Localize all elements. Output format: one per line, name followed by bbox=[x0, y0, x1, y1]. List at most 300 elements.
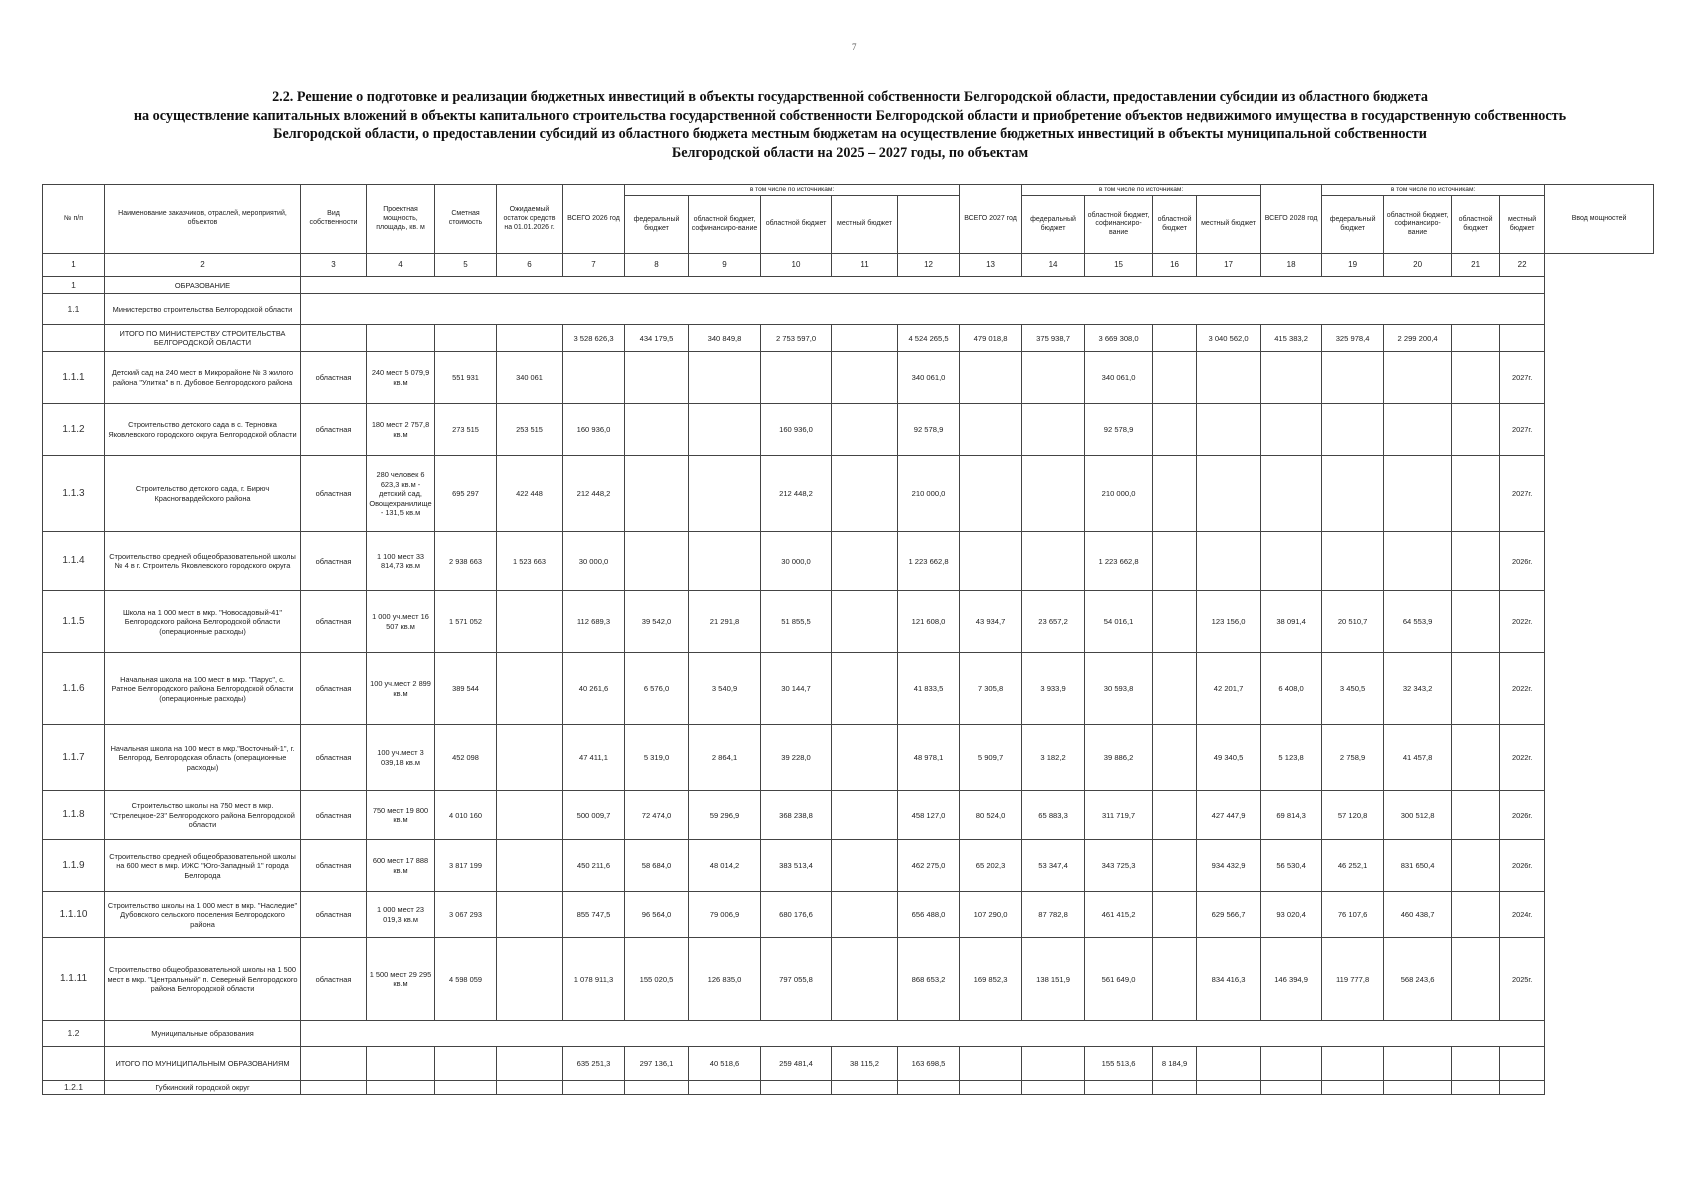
table-cell: 868 653,2 bbox=[898, 938, 960, 1021]
table-cell bbox=[1153, 591, 1197, 653]
row-number: 1.1.8 bbox=[43, 791, 105, 840]
table-cell: 280 человек 6 623,3 кв.м - детский сад, Овощехранилище - 131,5 кв.м bbox=[367, 456, 435, 532]
table-cell: 452 098 bbox=[435, 725, 497, 791]
header-local-2027: местный бюджет bbox=[1197, 196, 1261, 254]
table-cell: 855 747,5 bbox=[563, 892, 625, 938]
table-cell: 240 мест 5 079,9 кв.м bbox=[367, 352, 435, 404]
table-cell: 325 978,4 bbox=[1322, 325, 1384, 352]
row-number: 1.1.5 bbox=[43, 591, 105, 653]
table-cell bbox=[1022, 456, 1085, 532]
header-federal-2027: федеральный бюджет bbox=[1022, 196, 1085, 254]
column-number: 8 bbox=[625, 254, 689, 277]
table-cell: 79 006,9 bbox=[689, 892, 761, 938]
table-cell bbox=[960, 352, 1022, 404]
table-cell: 551 931 bbox=[435, 352, 497, 404]
table-cell bbox=[1384, 404, 1452, 456]
table-cell bbox=[1384, 352, 1452, 404]
table-cell: 311 719,7 bbox=[1085, 791, 1153, 840]
table-cell: 30 144,7 bbox=[761, 653, 832, 725]
column-number-row bbox=[43, 254, 1654, 277]
column-number: 17 bbox=[1197, 254, 1261, 277]
table-cell: 54 016,1 bbox=[1085, 591, 1153, 653]
table-body bbox=[43, 277, 1654, 1095]
table-cell bbox=[1452, 938, 1500, 1021]
table-cell bbox=[1452, 653, 1500, 725]
table-cell: 3 528 626,3 bbox=[563, 325, 625, 352]
section-row bbox=[43, 1021, 1654, 1047]
table-cell: 2 938 663 bbox=[435, 532, 497, 591]
title-line: 2.2. Решение о подготовке и реализации бюджетных инвестиций в объекты государственной собственности Белгородской области, предоставлении субсидии из областного бюджета bbox=[272, 89, 1428, 105]
table-cell: 253 515 bbox=[497, 404, 563, 456]
table-cell bbox=[497, 591, 563, 653]
table-cell: 434 179,5 bbox=[625, 325, 689, 352]
table-cell: 2022г. bbox=[1500, 653, 1545, 725]
table-cell: 112 689,3 bbox=[563, 591, 625, 653]
table-cell: 1 223 662,8 bbox=[1085, 532, 1153, 591]
table-cell bbox=[960, 456, 1022, 532]
table-cell: 458 127,0 bbox=[898, 791, 960, 840]
table-cell bbox=[832, 892, 898, 938]
table-cell bbox=[1085, 1081, 1153, 1095]
header-total-2027: ВСЕГО 2027 год bbox=[960, 185, 1022, 254]
table-cell: 3 817 199 bbox=[435, 840, 497, 892]
table-row bbox=[43, 404, 1654, 456]
header-no: № п/п bbox=[43, 185, 105, 254]
title-line: Белгородской области, о предоставлении субсидий из областного бюджета местным бюджетам на осуществление бюджетных инвестиций в объекты муниципальной собственности bbox=[273, 126, 1427, 142]
row-number: 1.1.10 bbox=[43, 892, 105, 938]
table-cell: 100 уч.мест 3 039,18 кв.м bbox=[367, 725, 435, 791]
table-cell: 38 091,4 bbox=[1261, 591, 1322, 653]
table-cell bbox=[497, 791, 563, 840]
table-cell bbox=[1452, 892, 1500, 938]
table-cell bbox=[1452, 840, 1500, 892]
table-cell: 2 864,1 bbox=[689, 725, 761, 791]
table-cell: 340 849,8 bbox=[689, 325, 761, 352]
table-row bbox=[43, 456, 1654, 532]
table-cell: областная bbox=[301, 791, 367, 840]
table-cell bbox=[497, 653, 563, 725]
table-cell bbox=[497, 840, 563, 892]
column-number: 10 bbox=[761, 254, 832, 277]
header-cost: Сметная стоимость bbox=[435, 185, 497, 254]
table-cell: 1 000 уч.мест 16 507 кв.м bbox=[367, 591, 435, 653]
table-cell: 340 061 bbox=[497, 352, 563, 404]
table-cell: 41 833,5 bbox=[898, 653, 960, 725]
table-cell: 1 100 мест 33 814,73 кв.м bbox=[367, 532, 435, 591]
table-cell: 834 416,3 bbox=[1197, 938, 1261, 1021]
budget-table bbox=[42, 184, 1654, 1095]
table-cell bbox=[898, 1081, 960, 1095]
table-cell: 51 855,5 bbox=[761, 591, 832, 653]
table-cell bbox=[1261, 532, 1322, 591]
table-cell: 7 305,8 bbox=[960, 653, 1022, 725]
table-cell: 65 883,3 bbox=[1022, 791, 1085, 840]
section-row bbox=[43, 277, 1654, 294]
table-cell: 30 593,8 bbox=[1085, 653, 1153, 725]
table-cell: 4 598 059 bbox=[435, 938, 497, 1021]
header-sources-2027: в том числе по источникам: bbox=[1022, 185, 1261, 196]
table-cell bbox=[960, 1081, 1022, 1095]
table-cell: 93 020,4 bbox=[1261, 892, 1322, 938]
table-cell: областная bbox=[301, 840, 367, 892]
table-row bbox=[43, 591, 1654, 653]
row-number: 1 bbox=[43, 277, 105, 294]
table-cell bbox=[1197, 456, 1261, 532]
table-cell: 48 014,2 bbox=[689, 840, 761, 892]
table-cell: 797 055,8 bbox=[761, 938, 832, 1021]
table-cell bbox=[1322, 456, 1384, 532]
table-cell bbox=[301, 1081, 367, 1095]
table-cell: 163 698,5 bbox=[898, 1047, 960, 1081]
table-cell: 42 201,7 bbox=[1197, 653, 1261, 725]
column-number: 13 bbox=[960, 254, 1022, 277]
table-cell: 138 151,9 bbox=[1022, 938, 1085, 1021]
table-cell: 107 290,0 bbox=[960, 892, 1022, 938]
table-cell bbox=[1153, 938, 1197, 1021]
row-number bbox=[43, 1047, 105, 1081]
object-name: Детский сад на 240 мест в Микрорайоне № 3 жилого района "Улитка" в п. Дубовое Белгородского района bbox=[105, 352, 301, 404]
table-cell bbox=[761, 352, 832, 404]
table-cell: областная bbox=[301, 456, 367, 532]
column-number: 9 bbox=[689, 254, 761, 277]
table-cell: 210 000,0 bbox=[1085, 456, 1153, 532]
table-cell: 2027г. bbox=[1500, 456, 1545, 532]
object-name: Начальная школа на 100 мест в мкр. "Парус", с. Ратное Белгородского района Белгородской области (операционные расходы) bbox=[105, 653, 301, 725]
object-name: Строительство школы на 1 000 мест в мкр. "Наследие" Дубовского сельского поселения Белгородского района bbox=[105, 892, 301, 938]
table-cell bbox=[1452, 1047, 1500, 1081]
title-line: Белгородской области на 2025 – 2027 годы, по объектам bbox=[671, 144, 1029, 161]
table-cell bbox=[301, 325, 367, 352]
table-row bbox=[43, 725, 1654, 791]
total-row bbox=[43, 1047, 1654, 1081]
table-cell: 2 758,9 bbox=[1322, 725, 1384, 791]
table-cell bbox=[1384, 1081, 1452, 1095]
table-cell bbox=[832, 456, 898, 532]
table-cell: 500 009,7 bbox=[563, 791, 625, 840]
table-cell: 2022г. bbox=[1500, 725, 1545, 791]
table-cell: 3 450,5 bbox=[1322, 653, 1384, 725]
table-cell bbox=[1153, 404, 1197, 456]
table-cell: 2 753 597,0 bbox=[761, 325, 832, 352]
table-cell: 422 448 bbox=[497, 456, 563, 532]
table-cell bbox=[1153, 456, 1197, 532]
table-cell bbox=[497, 938, 563, 1021]
table-row bbox=[43, 352, 1654, 404]
table-cell bbox=[497, 1081, 563, 1095]
table-cell: 58 684,0 bbox=[625, 840, 689, 892]
section-filler bbox=[301, 1021, 1545, 1047]
table-cell bbox=[367, 1081, 435, 1095]
section-row bbox=[43, 1081, 1654, 1095]
row-number: 1.1.3 bbox=[43, 456, 105, 532]
page-number: 7 bbox=[852, 42, 857, 52]
table-cell: 3 933,9 bbox=[1022, 653, 1085, 725]
row-number: 1.1 bbox=[43, 294, 105, 325]
table-cell: 368 238,8 bbox=[761, 791, 832, 840]
table-cell: областная bbox=[301, 892, 367, 938]
table-cell: 2027г. bbox=[1500, 352, 1545, 404]
table-cell bbox=[1261, 1047, 1322, 1081]
table-cell bbox=[689, 352, 761, 404]
table-cell: 831 650,4 bbox=[1384, 840, 1452, 892]
table-cell: 6 408,0 bbox=[1261, 653, 1322, 725]
header-remaining: Ожидаемый остаток средств на 01.01.2026 г. bbox=[497, 185, 563, 254]
column-number: 11 bbox=[832, 254, 898, 277]
header-regional-cofin-2027: областной бюджет, софинансиро-вание bbox=[1085, 196, 1153, 254]
row-number: 1.1.1 bbox=[43, 352, 105, 404]
header-regional-2026: областной бюджет bbox=[761, 196, 832, 254]
header-total-2028: ВСЕГО 2028 год bbox=[1261, 185, 1322, 254]
table-cell bbox=[367, 325, 435, 352]
table-cell bbox=[497, 892, 563, 938]
table-cell: 460 438,7 bbox=[1384, 892, 1452, 938]
header-local-2028: местный бюджет bbox=[1500, 196, 1545, 254]
table-cell: 3 182,2 bbox=[1022, 725, 1085, 791]
table-cell: 155 020,5 bbox=[625, 938, 689, 1021]
table-cell: областная bbox=[301, 725, 367, 791]
table-cell bbox=[435, 1081, 497, 1095]
table-cell: 389 544 bbox=[435, 653, 497, 725]
table-cell: областная bbox=[301, 653, 367, 725]
table-cell bbox=[1384, 456, 1452, 532]
table-cell: 72 474,0 bbox=[625, 791, 689, 840]
table-cell: 40 261,6 bbox=[563, 653, 625, 725]
section-row bbox=[43, 294, 1654, 325]
subsection-title: Губкинский городской округ bbox=[105, 1081, 301, 1095]
table-cell: 48 978,1 bbox=[898, 725, 960, 791]
table-cell bbox=[563, 352, 625, 404]
table-cell bbox=[1322, 404, 1384, 456]
table-cell: 479 018,8 bbox=[960, 325, 1022, 352]
table-cell: 155 513,6 bbox=[1085, 1047, 1153, 1081]
table-cell: 30 000,0 bbox=[761, 532, 832, 591]
header-commissioning: Ввод мощностей bbox=[1545, 185, 1654, 254]
row-number: 1.1.6 bbox=[43, 653, 105, 725]
table-cell bbox=[1022, 404, 1085, 456]
table-cell bbox=[625, 532, 689, 591]
total-title: ИТОГО ПО МИНИСТЕРСТВУ СТРОИТЕЛЬСТВА БЕЛГОРОДСКОЙ ОБЛАСТИ bbox=[105, 325, 301, 352]
section-title: ОБРАЗОВАНИЕ bbox=[105, 277, 301, 294]
table-cell: 56 530,4 bbox=[1261, 840, 1322, 892]
column-number: 20 bbox=[1384, 254, 1452, 277]
column-number: 6 bbox=[497, 254, 563, 277]
header-regional-cofin-2028: областной бюджет, софинансиро-вание bbox=[1384, 196, 1452, 254]
table-cell bbox=[832, 840, 898, 892]
table-cell: 259 481,4 bbox=[761, 1047, 832, 1081]
table-cell: 695 297 bbox=[435, 456, 497, 532]
table-cell bbox=[625, 404, 689, 456]
table-cell bbox=[1153, 791, 1197, 840]
table-cell: 30 000,0 bbox=[563, 532, 625, 591]
row-number: 1.1.9 bbox=[43, 840, 105, 892]
column-number: 7 bbox=[563, 254, 625, 277]
table-cell bbox=[960, 532, 1022, 591]
table-cell bbox=[1197, 532, 1261, 591]
table-cell bbox=[1197, 1047, 1261, 1081]
column-number: 19 bbox=[1322, 254, 1384, 277]
table-cell: областная bbox=[301, 532, 367, 591]
table-cell: 23 657,2 bbox=[1022, 591, 1085, 653]
total-row bbox=[43, 325, 1654, 352]
table-cell bbox=[1022, 1081, 1085, 1095]
table-cell bbox=[689, 1081, 761, 1095]
table-cell: 2022г. bbox=[1500, 591, 1545, 653]
table-cell: 427 447,9 bbox=[1197, 791, 1261, 840]
table-cell bbox=[1322, 1047, 1384, 1081]
table-cell bbox=[1153, 325, 1197, 352]
table-cell: областная bbox=[301, 404, 367, 456]
object-name: Строительство общеобразовательной школы на 1 500 мест в мкр. "Центральный" п. Северный Белгородского района Белгородской области bbox=[105, 938, 301, 1021]
table-cell: 1 523 663 bbox=[497, 532, 563, 591]
table-cell bbox=[1500, 1081, 1545, 1095]
table-cell: 343 725,3 bbox=[1085, 840, 1153, 892]
table-cell: 2024г. bbox=[1500, 892, 1545, 938]
row-number: 1.1.7 bbox=[43, 725, 105, 791]
section-title: Министерство строительства Белгородской области bbox=[105, 294, 301, 325]
table-cell: 4 010 160 bbox=[435, 791, 497, 840]
table-cell bbox=[1452, 532, 1500, 591]
table-cell: 3 669 308,0 bbox=[1085, 325, 1153, 352]
table-cell: 600 мест 17 888 кв.м bbox=[367, 840, 435, 892]
table-row bbox=[43, 840, 1654, 892]
header-ownership: Вид собственности bbox=[301, 185, 367, 254]
table-cell: 3 540,9 bbox=[689, 653, 761, 725]
table-row bbox=[43, 938, 1654, 1021]
table-row bbox=[43, 653, 1654, 725]
table-cell: 126 835,0 bbox=[689, 938, 761, 1021]
table-cell bbox=[625, 1081, 689, 1095]
table-cell: 300 512,8 bbox=[1384, 791, 1452, 840]
row-number: 1.1.2 bbox=[43, 404, 105, 456]
header-federal-2028: федеральный бюджет bbox=[1322, 196, 1384, 254]
table-cell: 8 184,9 bbox=[1153, 1047, 1197, 1081]
column-number: 1 bbox=[43, 254, 105, 277]
table-cell bbox=[1452, 456, 1500, 532]
table-cell bbox=[1322, 532, 1384, 591]
table-cell bbox=[1022, 532, 1085, 591]
table-cell bbox=[1452, 791, 1500, 840]
section-filler bbox=[301, 294, 1545, 325]
table-cell: областная bbox=[301, 938, 367, 1021]
column-number: 18 bbox=[1261, 254, 1322, 277]
table-cell bbox=[832, 325, 898, 352]
column-number: 14 bbox=[1022, 254, 1085, 277]
table-cell: 87 782,8 bbox=[1022, 892, 1085, 938]
table-cell: 65 202,3 bbox=[960, 840, 1022, 892]
row-number: 1.2.1 bbox=[43, 1081, 105, 1095]
header-capacity: Проектная мощность, площадь, кв. м bbox=[367, 185, 435, 254]
table-cell: 39 542,0 bbox=[625, 591, 689, 653]
table-cell bbox=[1452, 591, 1500, 653]
table-cell: 934 432,9 bbox=[1197, 840, 1261, 892]
table-cell: 1 078 911,3 bbox=[563, 938, 625, 1021]
table-cell bbox=[435, 1047, 497, 1081]
table-cell: 53 347,4 bbox=[1022, 840, 1085, 892]
table-cell bbox=[1153, 352, 1197, 404]
table-cell bbox=[689, 532, 761, 591]
row-number: 1.2 bbox=[43, 1021, 105, 1047]
table-cell bbox=[832, 352, 898, 404]
table-cell: областная bbox=[301, 352, 367, 404]
table-cell: 47 411,1 bbox=[563, 725, 625, 791]
table-cell: 375 938,7 bbox=[1022, 325, 1085, 352]
table-cell bbox=[563, 1081, 625, 1095]
column-number: 2 bbox=[105, 254, 301, 277]
table-cell: 340 061,0 bbox=[898, 352, 960, 404]
table-cell bbox=[832, 532, 898, 591]
table-row bbox=[43, 791, 1654, 840]
table-cell: 273 515 bbox=[435, 404, 497, 456]
object-name: Строительство средней общеобразовательной школы № 4 в г. Строитель Яковлевского городского округа bbox=[105, 532, 301, 591]
header-sources-2028: в том числе по источникам: bbox=[1322, 185, 1545, 196]
table-cell: 383 513,4 bbox=[761, 840, 832, 892]
table-cell: 40 518,6 bbox=[689, 1047, 761, 1081]
table-cell: 635 251,3 bbox=[563, 1047, 625, 1081]
table-cell bbox=[497, 325, 563, 352]
table-cell: 64 553,9 bbox=[1384, 591, 1452, 653]
table-cell bbox=[1500, 1047, 1545, 1081]
table-cell: 46 252,1 bbox=[1322, 840, 1384, 892]
table-cell: 2026г. bbox=[1500, 840, 1545, 892]
table-cell: 4 524 265,5 bbox=[898, 325, 960, 352]
header-regional-cofin-2026: областной бюджет, софинансиро-вание bbox=[689, 196, 761, 254]
object-name: Строительство средней общеобразовательной школы на 600 мест в мкр. ИЖС "Юго-Западный 1" города Белгорода bbox=[105, 840, 301, 892]
table-cell: 92 578,9 bbox=[898, 404, 960, 456]
table-cell: 96 564,0 bbox=[625, 892, 689, 938]
column-number: 15 bbox=[1085, 254, 1153, 277]
table-cell: 561 649,0 bbox=[1085, 938, 1153, 1021]
table-cell: 212 448,2 bbox=[761, 456, 832, 532]
table-cell: 5 909,7 bbox=[960, 725, 1022, 791]
table-cell bbox=[960, 404, 1022, 456]
column-number: 21 bbox=[1452, 254, 1500, 277]
table-cell: 2026г. bbox=[1500, 532, 1545, 591]
table-cell bbox=[1197, 404, 1261, 456]
table-cell: 169 852,3 bbox=[960, 938, 1022, 1021]
table-cell: областная bbox=[301, 591, 367, 653]
table-cell bbox=[1452, 725, 1500, 791]
table-cell: 43 934,7 bbox=[960, 591, 1022, 653]
table-cell: 2025г. bbox=[1500, 938, 1545, 1021]
table-cell: 32 343,2 bbox=[1384, 653, 1452, 725]
table-cell bbox=[497, 1047, 563, 1081]
table-cell bbox=[1452, 404, 1500, 456]
table-cell: 160 936,0 bbox=[563, 404, 625, 456]
object-name: Строительство детского сада в с. Терновка Яковлевского городского округа Белгородской области bbox=[105, 404, 301, 456]
header-federal-2026: федеральный бюджет bbox=[625, 196, 689, 254]
document-title bbox=[100, 88, 1600, 162]
table-cell: 92 578,9 bbox=[1085, 404, 1153, 456]
table-cell bbox=[1322, 352, 1384, 404]
column-number: 3 bbox=[301, 254, 367, 277]
table-cell: 21 291,8 bbox=[689, 591, 761, 653]
header-spacer-2026 bbox=[898, 196, 960, 254]
table-cell bbox=[1500, 325, 1545, 352]
header-local-2026: местный бюджет bbox=[832, 196, 898, 254]
table-cell bbox=[1452, 325, 1500, 352]
table-cell: 1 500 мест 29 295 кв.м bbox=[367, 938, 435, 1021]
table-cell: 415 383,2 bbox=[1261, 325, 1322, 352]
table-cell: 49 340,5 bbox=[1197, 725, 1261, 791]
table-cell: 5 319,0 bbox=[625, 725, 689, 791]
total-title: ИТОГО ПО МУНИЦИПАЛЬНЫМ ОБРАЗОВАНИЯМ bbox=[105, 1047, 301, 1081]
table-cell bbox=[1261, 352, 1322, 404]
table-cell bbox=[301, 1047, 367, 1081]
table-cell bbox=[1384, 532, 1452, 591]
table-cell: 1 571 052 bbox=[435, 591, 497, 653]
table-cell bbox=[367, 1047, 435, 1081]
table-cell bbox=[832, 591, 898, 653]
